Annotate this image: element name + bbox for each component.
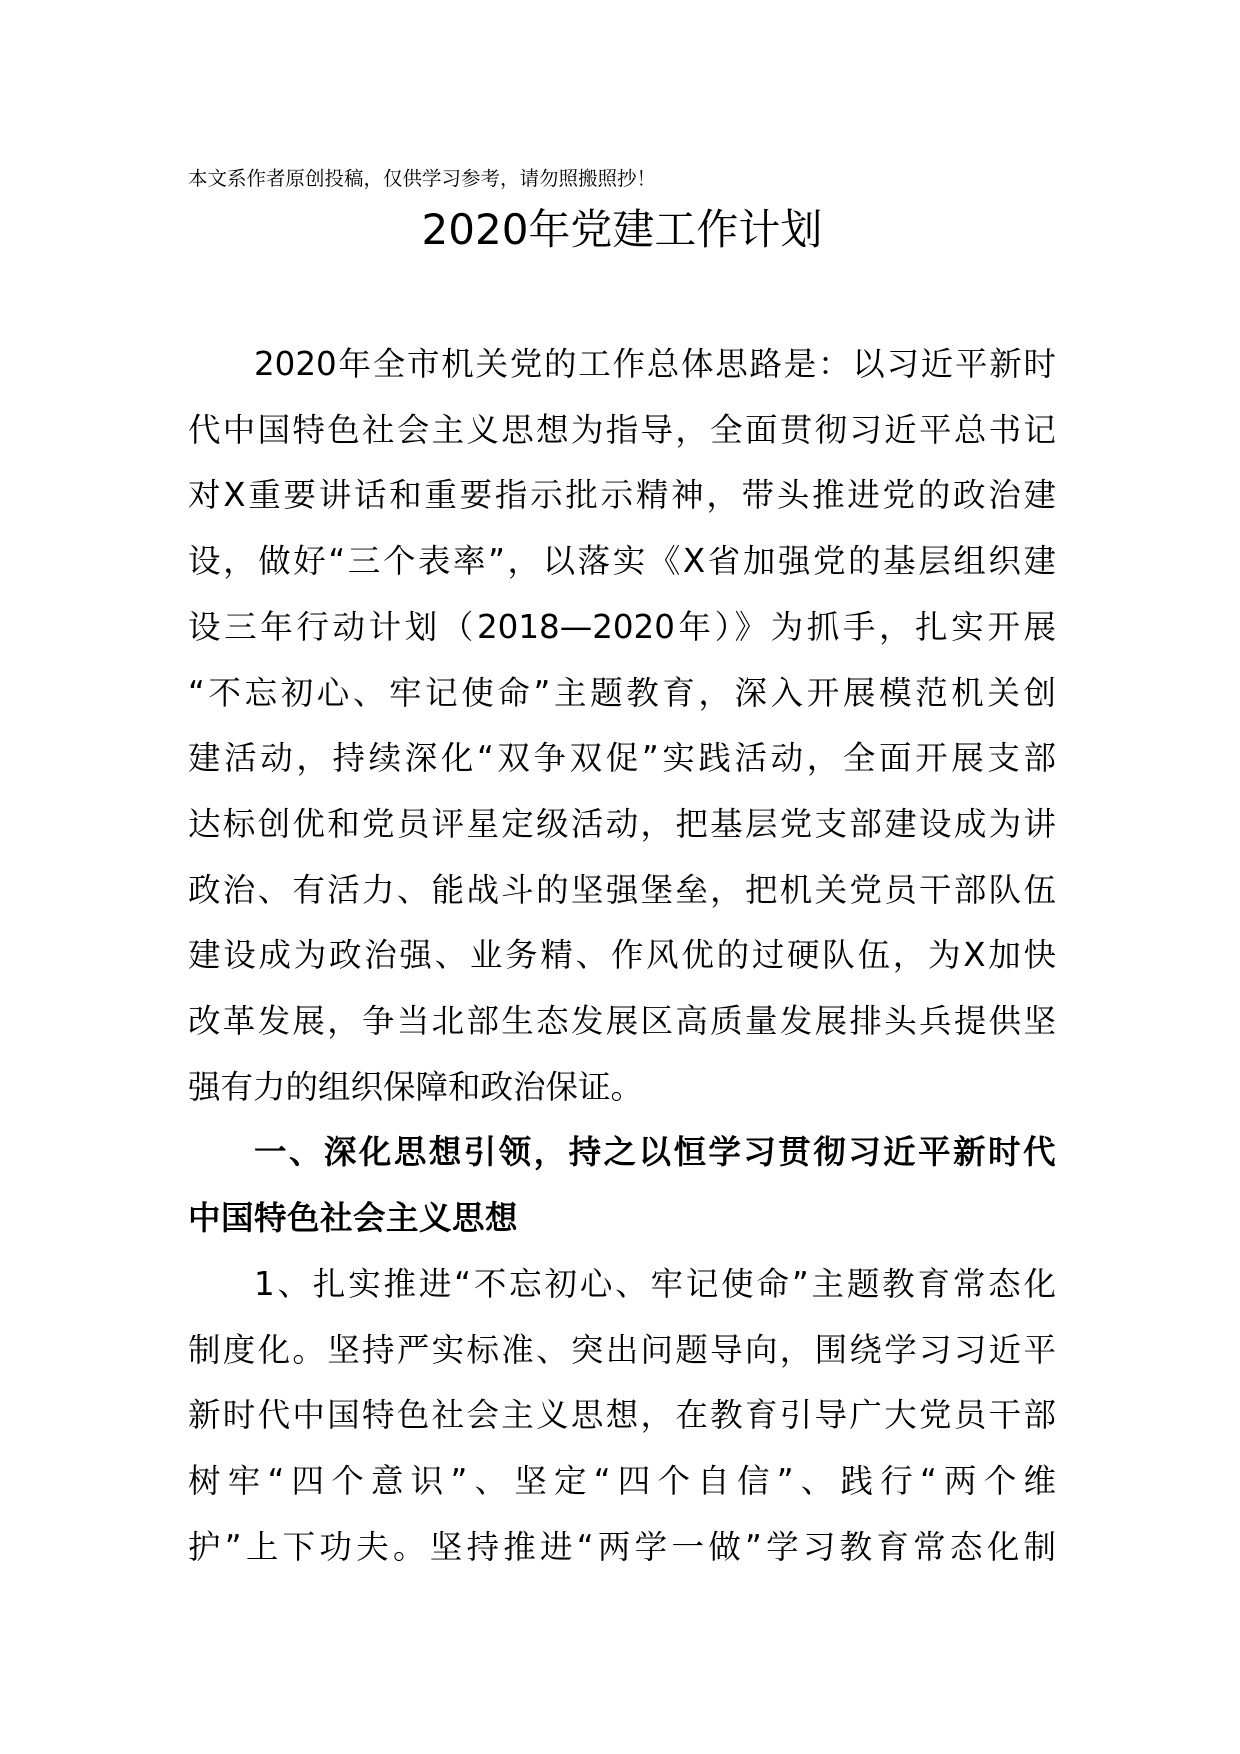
paragraph-line: 设，做好“三个表率”，以落实《X省加强党的基层组织建 xyxy=(188,542,1056,581)
paragraph-line: 设三年行动计划（2018—2020年）》为抓手，扎实开展 xyxy=(188,607,1056,646)
document-title: 2020年党建工作计划 xyxy=(421,205,823,254)
copyright-notice: 本文系作者原创投稿，仅供学习参考，请勿照搬照抄！ xyxy=(188,167,657,190)
paragraph-line: 对X重要讲话和重要指示批示精神，带头推进党的政治建 xyxy=(188,476,1056,515)
paragraph-line: 护”上下功夫。坚持推进“两学一做”学习教育常态化制 xyxy=(188,1527,1056,1566)
paragraph-line: 建活动，持续深化“双争双促”实践活动，全面开展支部 xyxy=(188,739,1056,778)
paragraph-line: “不忘初心、牢记使命”主题教育，深入开展模范机关创 xyxy=(188,673,1056,712)
paragraph-line: 2020年全市机关党的工作总体思路是：以习近平新时 xyxy=(254,345,1056,383)
paragraph-line: 1、扎实推进“不忘初心、牢记使命”主题教育常态化 xyxy=(254,1264,1056,1303)
paragraph-line: 达标创优和党员评星定级活动，把基层党支部建设成为讲 xyxy=(188,804,1056,843)
item-1-paragraph xyxy=(188,1252,1056,1581)
heading-line: 中国特色社会主义思想 xyxy=(188,1199,519,1238)
paragraph-line: 制度化。坚持严实标准、突出问题导向，围绕学习习近平 xyxy=(188,1330,1056,1369)
paragraph-line: 新时代中国特色社会主义思想，在教育引导广大党员干部 xyxy=(188,1396,1056,1435)
heading-line: 一、深化思想引领，持之以恒学习贯彻习近平新时代 xyxy=(254,1133,1056,1172)
paragraph-line: 代中国特色社会主义思想为指导，全面贯彻习近平总书记 xyxy=(188,410,1056,449)
paragraph-line: 建设成为政治强、业务精、作风优的过硬队伍，为X加快 xyxy=(188,936,1056,975)
paragraph-line: 强有力的组织保障和政治保证。 xyxy=(188,1067,644,1106)
document-body xyxy=(188,332,1056,1580)
paragraph-line: 树牢“四个意识”、坚定“四个自信”、践行“两个维 xyxy=(188,1461,1056,1500)
section-heading-1 xyxy=(188,1120,1056,1251)
paragraph-line: 改革发展，争当北部生态发展区高质量发展排头兵提供坚 xyxy=(188,1002,1056,1041)
paragraph-line: 政治、有活力、能战斗的坚强堡垒，把机关党员干部队伍 xyxy=(188,870,1056,909)
intro-paragraph xyxy=(188,332,1056,1120)
